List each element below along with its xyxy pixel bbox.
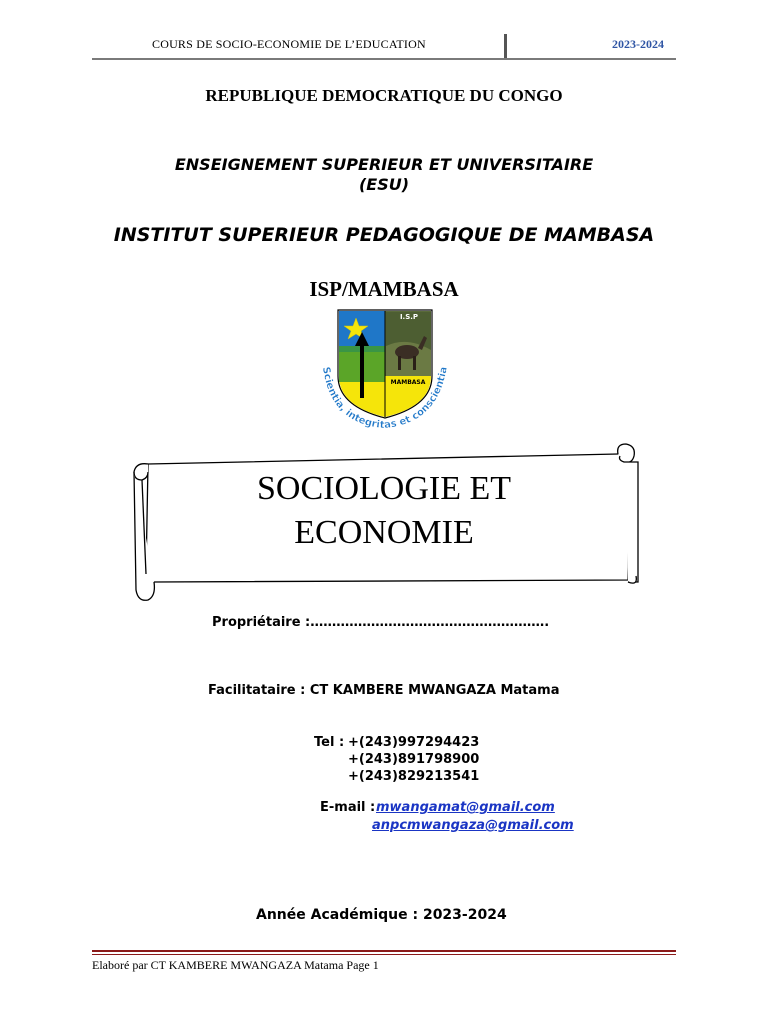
page-footer: Elaboré par CT KAMBERE MWANGAZA Matama Page 1 <box>92 958 379 972</box>
phone-number-3: +(243)829213541 <box>348 769 480 784</box>
running-header-year: 2023-2024 <box>612 37 664 51</box>
phone-number-2: +(243)891798900 <box>348 752 480 767</box>
email-link-2[interactable]: anpcmwangaza@gmail.com <box>372 818 574 833</box>
logo-top-label: I.S.P <box>399 313 419 321</box>
owner-field: Propriétaire :………………………………………………. <box>212 615 550 630</box>
ministry-line-2: (ESU) <box>358 175 410 194</box>
header-rule <box>92 58 676 60</box>
ministry-line-1: ENSEIGNEMENT SUPERIEUR ET UNIVERSITAIRE <box>174 155 594 174</box>
academic-year: Année Académique : 2023-2024 <box>256 907 507 923</box>
logo-bottom-label: MAMBASA <box>390 379 426 386</box>
logo-motto: Scientia, integritas et conscientia <box>319 365 450 432</box>
facilitator-line: Facilitataire : CT KAMBERE MWANGAZA Matama <box>208 683 560 698</box>
footer-rule-thin <box>92 954 676 955</box>
institute-acronym: ISP/MAMBASA <box>309 277 459 301</box>
email-label: E-mail : <box>320 800 376 815</box>
course-title-line-1: SOCIOLOGIE ET <box>256 470 512 507</box>
running-header-course: COURS DE SOCIO-ECONOMIE DE L’EDUCATION <box>152 37 426 51</box>
footer-rule-thick <box>92 950 676 952</box>
phone-number-1: +(243)997294423 <box>348 735 480 750</box>
isp-mambasa-logo <box>312 306 456 436</box>
email-link-1[interactable]: mwangamat@gmail.com <box>376 800 555 815</box>
header-separator <box>504 34 507 58</box>
course-title-line-2: ECONOMIE <box>294 514 474 551</box>
country-title: REPUBLIQUE DEMOCRATIQUE DU CONGO <box>205 86 563 105</box>
tel-label: Tel : <box>314 735 345 750</box>
institute-name: INSTITUT SUPERIEUR PEDAGOGIQUE DE MAMBASA <box>113 224 655 246</box>
